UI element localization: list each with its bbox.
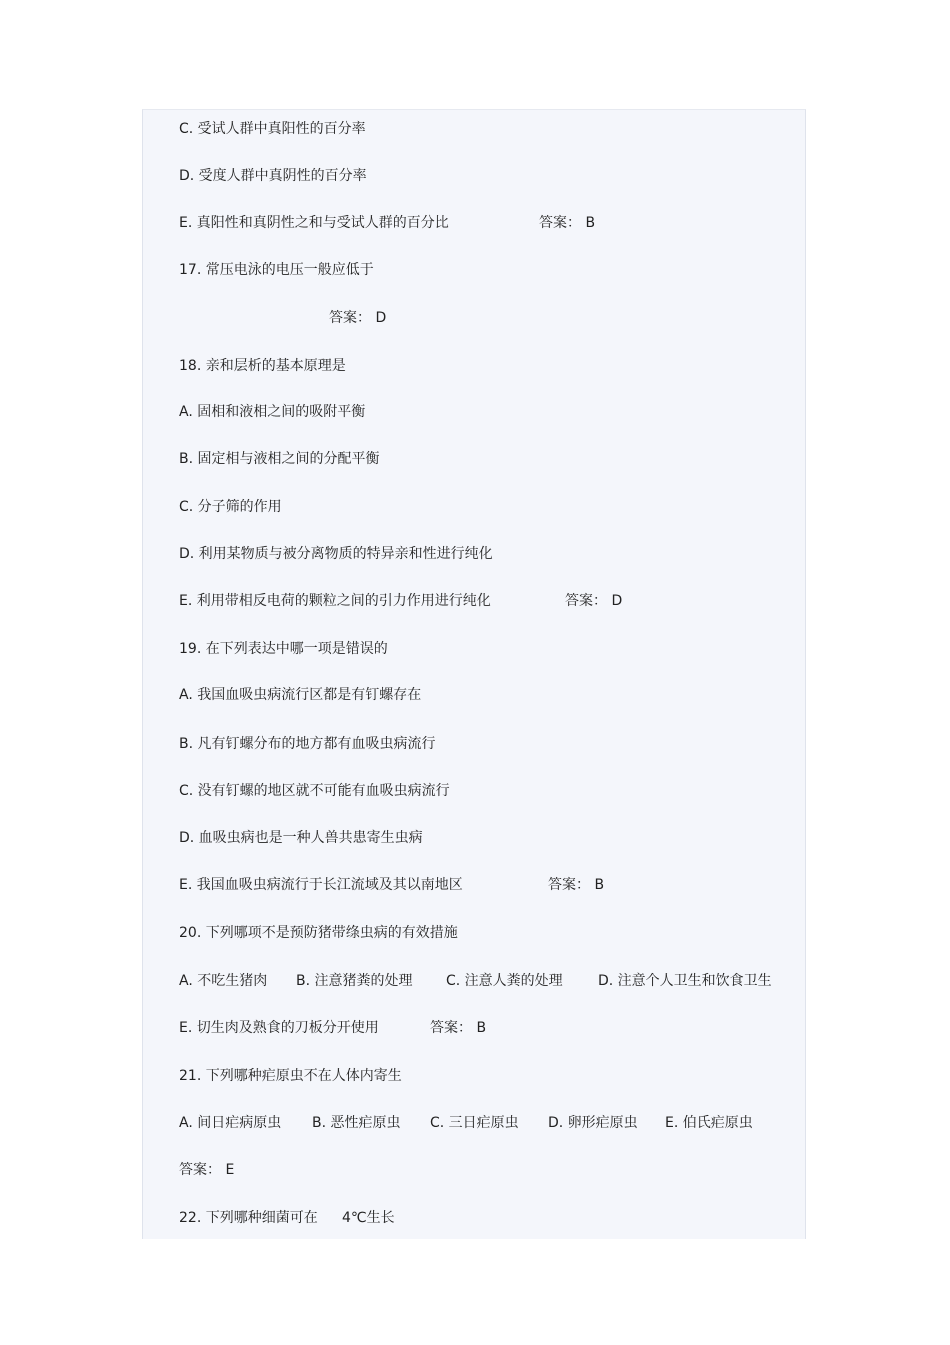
question-22-temperature: 4℃生长 — [342, 1210, 395, 1226]
question-20: 20. 下列哪项不是预防猪带绦虫病的有效措施 — [179, 925, 458, 941]
option-d-line: D. 血吸虫病也是一种人兽共患寄生虫病 — [179, 830, 423, 846]
option-a-line: A. 固相和液相之间的吸附平衡 — [179, 404, 366, 420]
question-19: 19. 在下列表达中哪一项是错误的 — [179, 641, 388, 657]
options-row — [179, 1111, 799, 1135]
option-d-line: D. 利用某物质与被分离物质的特异亲和性进行纯化 — [179, 546, 493, 562]
option-d-text: D. 卵形疟原虫 — [548, 1115, 638, 1131]
option-a-text: A. 间日疟病原虫 — [179, 1115, 282, 1131]
option-a-line: A. 我国血吸虫病流行区都是有钉螺存在 — [179, 687, 422, 703]
option-b-line: B. 凡有钉螺分布的地方都有血吸虫病流行 — [179, 736, 436, 752]
option-a-text: A. 不吃生猪肉 — [179, 973, 268, 989]
answer-label: 答案： E — [179, 1162, 235, 1178]
answer-label: 答案： B — [430, 1020, 487, 1036]
option-c-line: C. 分子筛的作用 — [179, 499, 282, 515]
question-18: 18. 亲和层析的基本原理是 — [179, 358, 346, 374]
option-e-text: E. 利用带相反电荷的颗粒之间的引力作用进行纯化 — [179, 593, 491, 609]
document-page — [142, 109, 806, 1239]
option-e-line — [179, 589, 779, 613]
question-17: 17. 常压电泳的电压一般应低于 — [179, 262, 374, 278]
answer-label: 答案： D — [329, 310, 387, 326]
option-d-text: D. 注意个人卫生和饮食卫生 — [598, 973, 772, 989]
question-21: 21. 下列哪种疟原虫不在人体内寄生 — [179, 1068, 402, 1084]
option-b-text: B. 恶性疟原虫 — [312, 1115, 401, 1131]
answer-label: 答案： B — [539, 215, 596, 231]
option-d-line: D. 受度人群中真阴性的百分率 — [179, 168, 367, 184]
option-c-line: C. 没有钉螺的地区就不可能有血吸虫病流行 — [179, 783, 450, 799]
option-c-line: C. 受试人群中真阳性的百分率 — [179, 121, 366, 137]
question-22-text: 22. 下列哪种细菌可在 — [179, 1210, 318, 1226]
option-e-text: E. 伯氏疟原虫 — [665, 1115, 753, 1131]
answer-label: 答案： D — [565, 593, 623, 609]
option-e-text: E. 我国血吸虫病流行于长江流域及其以南地区 — [179, 877, 463, 893]
question-22 — [179, 1206, 479, 1230]
answer-label: 答案： B — [548, 877, 605, 893]
option-e-text: E. 真阳性和真阴性之和与受试人群的百分比 — [179, 215, 449, 231]
option-b-text: B. 注意猪粪的处理 — [296, 973, 413, 989]
options-row — [179, 969, 799, 993]
option-c-text: C. 三日疟原虫 — [430, 1115, 519, 1131]
option-e-line — [179, 873, 779, 897]
option-e-text: E. 切生肉及熟食的刀板分开使用 — [179, 1020, 379, 1036]
option-c-text: C. 注意人粪的处理 — [446, 973, 563, 989]
option-e-line — [179, 211, 779, 235]
option-e-line — [179, 1016, 779, 1040]
option-b-line: B. 固定相与液相之间的分配平衡 — [179, 451, 380, 467]
